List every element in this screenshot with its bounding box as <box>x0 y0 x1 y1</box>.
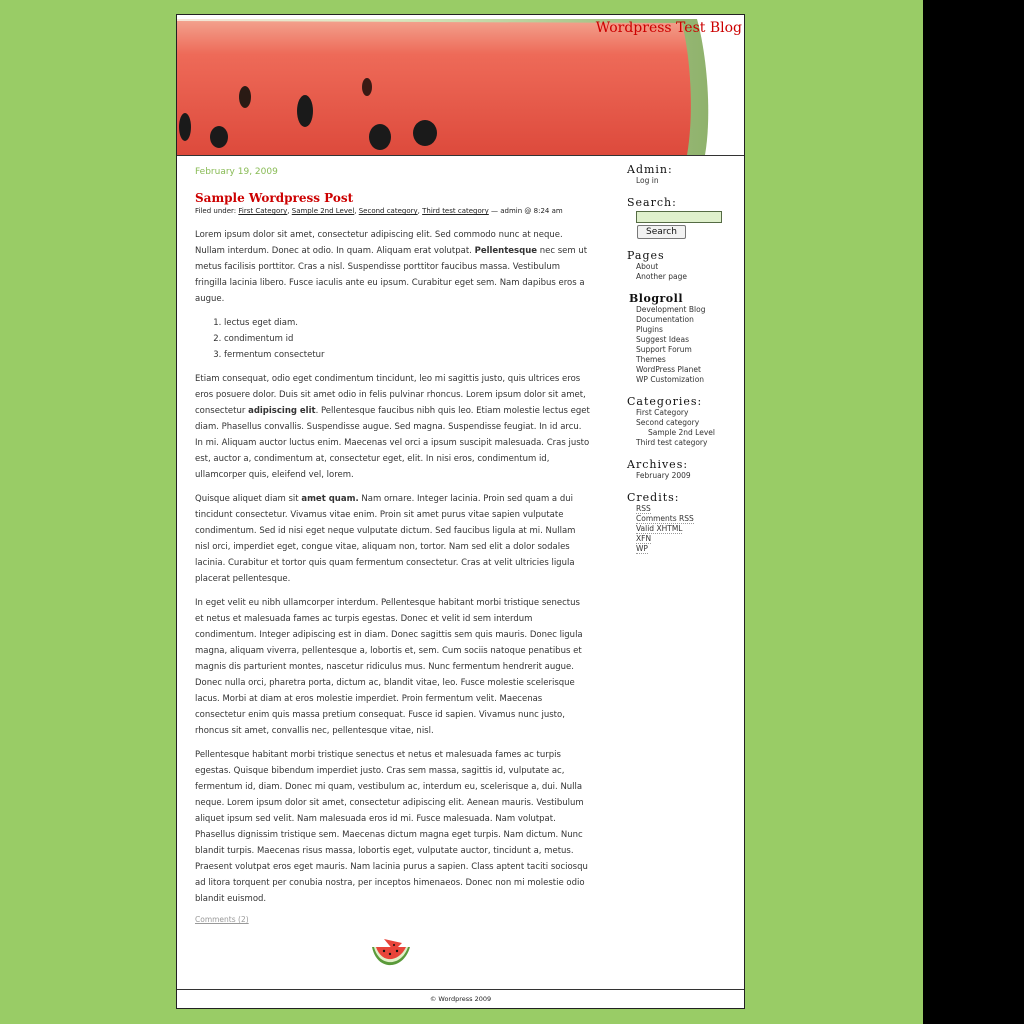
archives-heading: Archives: <box>627 458 689 471</box>
blogroll-link[interactable]: Plugins <box>636 325 663 334</box>
page-link-about[interactable]: About <box>636 262 659 271</box>
blogroll-heading: Blogroll <box>629 292 683 305</box>
blogroll-link[interactable]: WP Customization <box>636 375 705 384</box>
paragraph-text: Nam ornare. Integer lacinia. Proin sed quam a dui tincidunt consectetur. Vivamus vitae enim. Proin sit amet purus vitae sapien vulputate condimentum. Sed id nisi eget neque vulputate dictum. Sed faucibus ligula at mi. Nullam nisl orci, imperdiet eget, congue vitae, aliquam non, tortor. Nam sed elit a dolor sodales lacinia. Curabitur et tortor quis quam fermentum consectetur. Cras at velit ultricies ligula placerat pellentesque. <box>195 494 576 584</box>
credit-link-comments-rss[interactable] <box>636 514 742 524</box>
credits-list <box>636 504 742 554</box>
post-meta: Filed under: First Category, Sample 2nd Level, Second category, Third test category — admin @ 8:24 am <box>195 207 563 215</box>
login-link[interactable]: Log in <box>636 176 659 185</box>
paragraph-bold: adipiscing elit <box>248 406 316 416</box>
blog-title-link[interactable]: Wordpress Test Blog <box>595 20 742 36</box>
admin-list <box>636 176 742 186</box>
admin-heading: Admin: <box>627 163 673 176</box>
post-author-time: — admin @ 8:24 am <box>491 207 563 215</box>
comments-link[interactable]: Comments (2) <box>195 915 249 924</box>
credit-link-rss[interactable] <box>636 504 742 514</box>
post-paragraph <box>195 491 590 587</box>
blogroll-link[interactable]: WordPress Planet <box>636 365 701 374</box>
paragraph-text: Etiam consequat, odio eget condimentum tincidunt, leo mi sagittis justo, quis ultrices eros eros posuere dolor. Duis sit amet odio in felis pulvinar rhoncus. Lorem ipsum dolor sit amet, consectetur <box>195 374 586 416</box>
list-item: 1. lectus eget diam. <box>224 315 590 331</box>
blogroll-list <box>636 305 742 385</box>
blogroll-link[interactable]: Development Blog <box>636 305 706 314</box>
list-item: 3. fermentum consectetur <box>224 347 590 363</box>
pages-list <box>636 262 742 282</box>
paragraph-text: nec sem ut metus facilisis porttitor. Cras a nisl. Suspendisse porttitor faucibus massa. Vestibulum fringilla lacinia libero. Fusce iaculis ante eu ipsum. Curabitur eget sem. Nam dapibus eros a augue. <box>195 246 588 304</box>
credits-heading: Credits: <box>627 491 680 504</box>
page-container <box>176 14 745 1009</box>
blogroll-link[interactable]: Support Forum <box>636 345 692 354</box>
category-link[interactable]: Sample 2nd Level <box>648 428 715 437</box>
post-content <box>195 167 590 924</box>
search-heading: Search: <box>627 196 677 209</box>
search-input[interactable] <box>636 211 722 223</box>
category-link[interactable]: Second category <box>636 418 700 427</box>
categories-list <box>636 408 742 448</box>
paragraph-bold: Pellentesque <box>474 246 538 256</box>
paragraph-text: . Pellentesque faucibus nibh quis leo. Etiam molestie lectus eget diam. Phasellus convallis. Suspendisse augue. Sed magna. Suspendisse feugiat. In id arcu. In mi. Aliquam auctor luctus enim. Maecenas vel orci a ipsum suscipit malesuada. Cras justo est, auctor a, condimentum at, consectetur eget, elit. In nisi eros, condimentum id, ullamcorper quis, eleifend vel, lorem. <box>195 406 590 480</box>
paragraph-text: Lorem ipsum dolor sit amet, consectetur adipiscing elit. Sed commodo nunc at neque. Nullam interdum. Donec at odio. In quam. Aliquam erat volutpat. <box>195 230 563 256</box>
credit-link-xhtml[interactable] <box>636 524 742 534</box>
credit-link-xfn[interactable] <box>636 534 742 544</box>
category-link[interactable]: Third test category <box>636 438 708 447</box>
category-link-first[interactable]: First Category <box>238 207 288 215</box>
post-date: February 19, 2009 <box>195 167 278 177</box>
post-paragraph <box>195 371 590 483</box>
post-title-link[interactable]: Sample Wordpress Post <box>195 191 354 205</box>
watermelon-slice-icon <box>370 935 412 971</box>
category-link-sample-2nd[interactable]: Sample 2nd Level <box>291 207 355 215</box>
credit-link-wp[interactable] <box>636 544 742 554</box>
blogroll-link[interactable]: Themes <box>636 355 666 364</box>
post-paragraph: Pellentesque habitant morbi tristique senectus et netus et malesuada fames ac turpis egestas. Quisque bibendum imperdiet justo. Cras sem massa, sagittis id, vulputate ac, fermentum id, diam. Donec mi quam, vestibulum ac, interdum eu, scelerisque a, dui. Nulla neque. Lorem ipsum dolor sit amet, consectetur adipiscing elit. Aenean mauris. Vestibulum aliquet ipsum sed velit. Nam malesuada eros id mi. Fusce malesuada. Nam volutpat. Phasellus dignissim tristique sem. Maecenas dictum magna eget turpis. Nam dictum. Nunc blandit turpis. Maecenas risus massa, lobortis eget, vulputate auctor, tincidunt a, metus. Praesent volutpat eros eget mauris. Nam lacinia purus a sapien. Class aptent taciti sociosqu ad litora torquent per conubia nostra, per inceptos himenaeos. Donec non mi molestie odio blandit euismod. <box>195 750 588 904</box>
blogroll-link[interactable]: Suggest Ideas <box>636 335 689 344</box>
post-paragraph: In eget velit eu nibh ullamcorper interdum. Pellentesque habitant morbi tristique senectus et netus et malesuada fames ac turpis egestas. Donec et velit id sem interdum condimentum. Integer adipiscing est in diam. Donec sagittis sem quis mauris. Donec ligula magna, aliquam viverra, pellentesque a, lobortis et, sem. Cum sociis natoque penatibus et magnis dis parturient montes, nascetur ridiculus mus. Nunc fermentum hendrerit augue. Donec nulla orci, pharetra porta, dictum ac, blandit vitae, leo. Fusce molestie scelerisque lacus. Morbi at diam at eros molestie imperdiet. Proin fermentum velit. Maecenas consectetur enim quis massa pretium consequat. Fusce id sapien. Vivamus nunc justo, rhoncus sit amet, convallis nec, pellentesque vitae, nisl. <box>195 598 583 736</box>
sidebar <box>627 163 742 564</box>
credit-label: Comments RSS <box>636 514 694 523</box>
header-banner <box>177 15 744 156</box>
search-button[interactable]: Search <box>637 225 686 239</box>
credit-label: Valid XHTML <box>636 524 683 533</box>
category-link[interactable]: First Category <box>636 408 689 417</box>
page-link-another[interactable]: Another page <box>636 272 687 281</box>
footer-copyright: © Wordpress 2009 <box>177 989 744 1009</box>
credit-label: WP <box>636 544 648 553</box>
paragraph-bold: amet quam. <box>301 494 359 504</box>
watermelon-banner-image <box>177 15 744 155</box>
archive-link[interactable]: February 2009 <box>636 471 691 480</box>
list-item: 2. condimentum id <box>224 331 590 347</box>
paragraph-text: Quisque aliquet diam sit <box>195 494 299 504</box>
pages-heading: Pages <box>627 249 665 262</box>
credit-label: XFN <box>636 534 652 543</box>
credit-label: RSS <box>636 504 651 513</box>
categories-heading: Categories: <box>627 395 703 408</box>
category-link-third[interactable]: Third test category <box>422 207 489 215</box>
archives-list <box>636 471 742 481</box>
post-list <box>195 315 590 363</box>
post-paragraph <box>195 227 590 307</box>
category-link-second[interactable]: Second category <box>358 207 418 215</box>
right-black-strip <box>923 0 1024 1024</box>
filed-under-label: Filed under: <box>195 207 237 215</box>
blogroll-link[interactable]: Documentation <box>636 315 694 324</box>
